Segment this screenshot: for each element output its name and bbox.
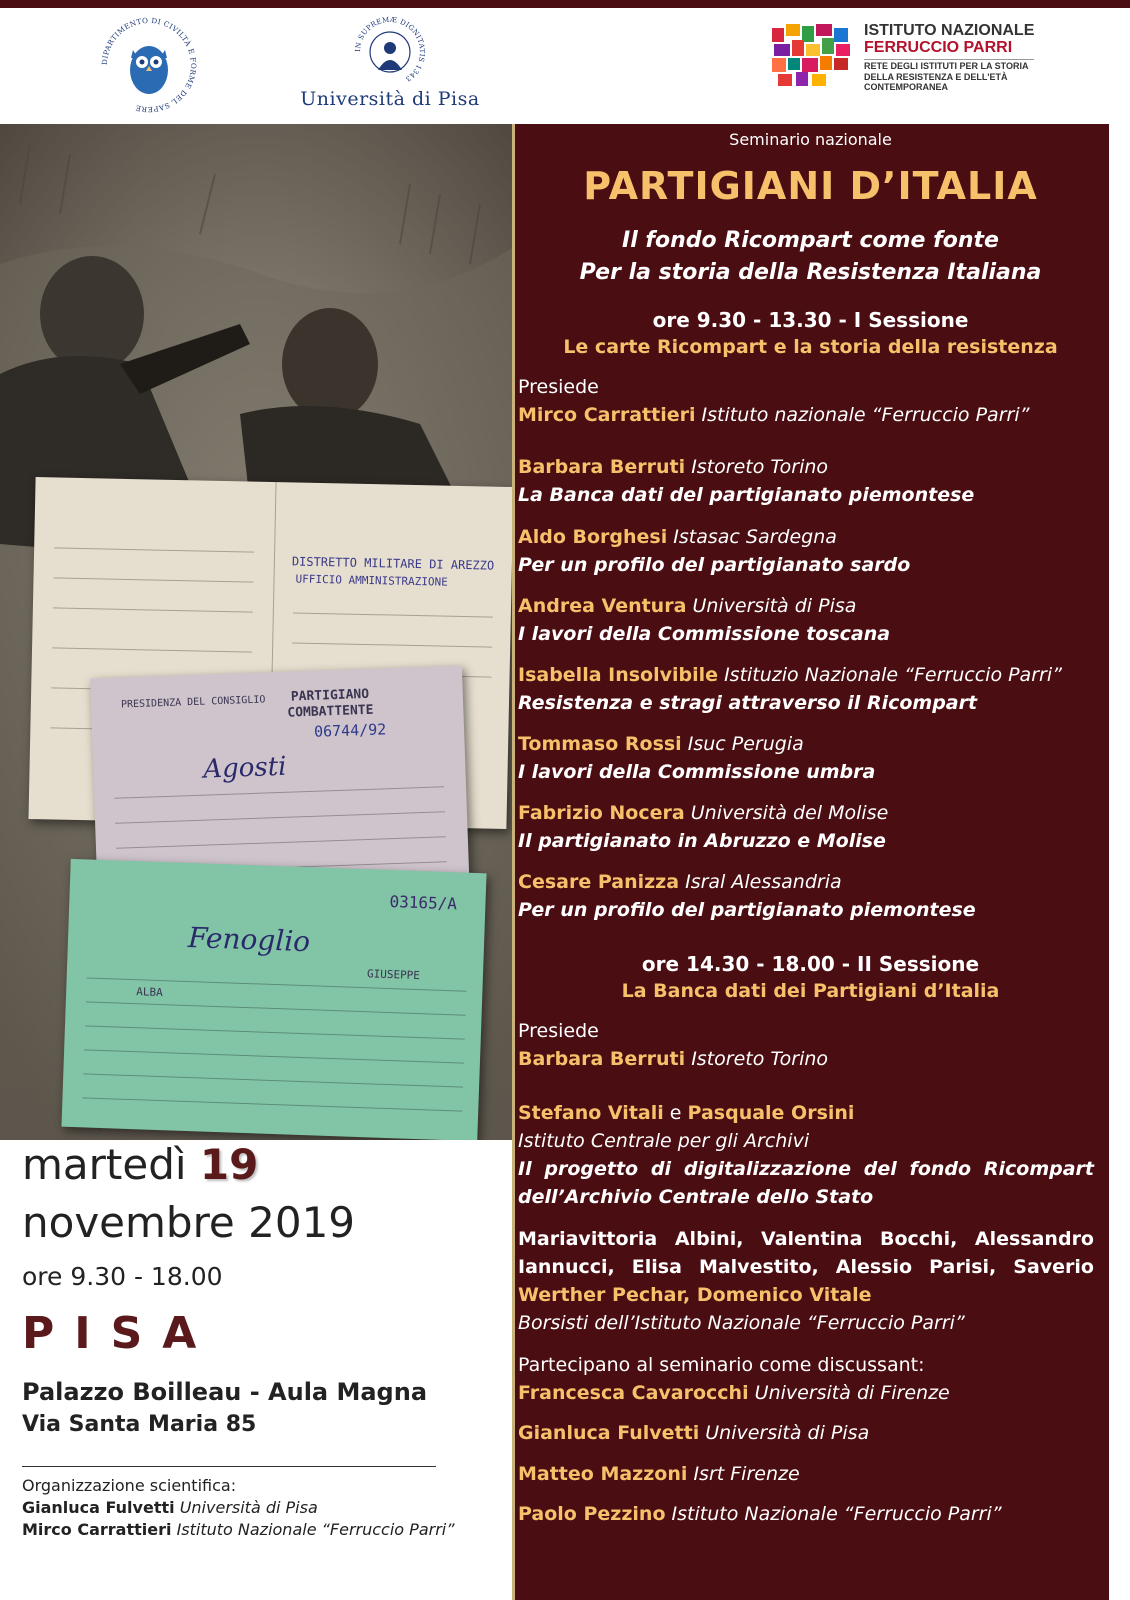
fellows-names-line1: Mariavittoria Albini, Valentina Bocchi, Alessandro (518, 1228, 1094, 1250)
session2-title: La Banca dati dei Partigiani d’Italia (621, 980, 1000, 1002)
speaker-affiliation: Università di Pisa (692, 595, 857, 617)
organization-divider (22, 1466, 436, 1467)
talk-speaker (518, 664, 1062, 686)
seminar-subtitle-1: Il fondo Ricompart come fonte (622, 228, 999, 253)
event-month-year: novembre 2019 (22, 1198, 356, 1247)
speaker-name: Mirco Carrattieri (518, 404, 696, 426)
fellows-names-line2: Iannucci, Elisa Malvestito, Alessio Parisi, Saverio (518, 1256, 1094, 1278)
session2-chair-label: Presiede (518, 1020, 599, 1042)
talk-speaker (518, 871, 842, 893)
organizer-row (22, 1520, 455, 1539)
top-strip (0, 0, 1130, 8)
discussants-label: Partecipano al seminario come discussant: (518, 1354, 925, 1376)
parri-mosaic-icon (770, 22, 856, 90)
speaker-name: Pasquale Orsini (687, 1102, 855, 1124)
parri-name-line1: ISTITUTO NAZIONALE (864, 22, 1035, 39)
doc3-firstname: GIUSEPPE (366, 967, 421, 983)
speaker-name: Stefano Vitali (518, 1102, 664, 1124)
event-day-number: 19 (199, 1140, 259, 1189)
speaker-name: Barbara Berruti (518, 1048, 686, 1070)
department-logo (98, 14, 200, 116)
talk-title: La Banca dati del partigianato piemontese (518, 484, 975, 506)
speaker-name: Aldo Borghesi (518, 526, 668, 548)
parri-logo (770, 20, 1060, 100)
talk-title-line2: dell’Archivio Centrale dello Stato (518, 1186, 874, 1208)
session2-chair (518, 1048, 828, 1070)
organizer-affiliation: Istituto Nazionale “Ferruccio Parri” (176, 1520, 455, 1539)
session1-chair (518, 404, 1029, 426)
event-city: PISA (22, 1308, 217, 1359)
seminar-subtitle-2: Per la storia della Resistenza Italiana (579, 260, 1042, 285)
speaker-name: Gianluca Fulvetti (518, 1422, 700, 1444)
talk-title: Per un profilo del partigianato piemontese (518, 899, 976, 921)
speaker-name: Francesca Cavarocchi (518, 1382, 749, 1404)
session2-time: ore 14.30 - 18.00 - II Sessione (641, 952, 980, 976)
speaker-affiliation: Istituto Nazionale “Ferruccio Parri” (671, 1503, 1002, 1525)
speaker-affiliation: Istituzio Nazionale “Ferruccio Parri” (724, 664, 1062, 686)
owl-icon (130, 46, 168, 94)
speaker-name: Isabella Insolvibile (518, 664, 719, 686)
event-weekday: martedì (22, 1140, 187, 1189)
event-address: Via Santa Maria 85 (22, 1412, 257, 1437)
session1-chair-label: Presiede (518, 376, 599, 398)
discussant (518, 1382, 950, 1404)
parri-divider (864, 59, 1034, 60)
organizer-name: Gianluca Fulvetti (22, 1498, 175, 1517)
doc2-header: PRESIDENZA DEL CONSIGLIO (120, 694, 266, 711)
talk-title: I lavori della Commissione umbra (518, 761, 876, 783)
doc2-number: 06744/92 (313, 720, 387, 741)
speaker-name: Matteo Mazzoni (518, 1463, 688, 1485)
talk-title-line1: Il progetto di digitalizzazione del fondo Ricompart (518, 1158, 1094, 1180)
event-hours: ore 9.30 - 18.00 (22, 1262, 223, 1291)
green-register-document (61, 859, 486, 1140)
fellows-names-line3: Werther Pechar, Domenico Vitale (518, 1284, 872, 1306)
doc3-town: ALBA (135, 985, 163, 1000)
speaker-affiliation: Isuc Perugia (687, 733, 804, 755)
parri-tagline: RETE DEGLI ISTITUTI PER LA STORIA DELLA RESISTENZA E DELL'ETÀ CONTEMPORANEA (864, 61, 1029, 92)
talk-speaker (518, 456, 828, 478)
seminar-kind: Seminario nazionale (729, 130, 892, 149)
talk-speaker (518, 733, 804, 755)
organizer-name: Mirco Carrattieri (22, 1520, 172, 1539)
speaker-affiliation: Isrt Firenze (693, 1463, 800, 1485)
speaker-affiliation: Università di Pisa (705, 1422, 870, 1444)
discussant (518, 1463, 800, 1485)
talk-speaker (518, 526, 837, 548)
doc3-number: 03165/A (389, 891, 458, 914)
discussant (518, 1422, 869, 1444)
event-venue: Palazzo Boilleau - Aula Magna (22, 1378, 428, 1406)
doc3-surname: Fenoglio (187, 920, 311, 959)
partisan-photo-collage (0, 124, 518, 1140)
speaker-name: Barbara Berruti (518, 456, 686, 478)
discussant (518, 1503, 1002, 1525)
madonna-seal-icon (370, 32, 410, 72)
university-logo (300, 14, 480, 114)
speaker-name: Paolo Pezzino (518, 1503, 666, 1525)
organization-heading: Organizzazione scientifica: (22, 1476, 237, 1495)
dept-logo-text: DIPARTIMENTO DI CIVILTÀ E FORME DEL SAPERE (99, 15, 199, 115)
speaker-affiliation: Università di Firenze (754, 1382, 950, 1404)
speaker-affiliation: Isral Alessandria (685, 871, 842, 893)
session1-time: ore 9.30 - 13.30 - I Sessione (652, 308, 969, 332)
seminar-title: PARTIGIANI D’ITALIA (583, 164, 1038, 208)
talk-affiliation: Istituto Centrale per gli Archivi (518, 1130, 810, 1152)
talk-speaker (518, 595, 856, 617)
speaker-name: Tommaso Rossi (518, 733, 682, 755)
speaker-affiliation: Università del Molise (690, 802, 889, 824)
speaker-affiliation: Istituto nazionale “Ferruccio Parri” (701, 404, 1030, 426)
organizer-row (22, 1498, 318, 1517)
fellows-affiliation: Borsisti dell’Istituto Nazionale “Ferruccio Parri” (518, 1312, 965, 1334)
speaker-conjunction: e (669, 1102, 682, 1124)
speaker-affiliation: Istoreto Torino (691, 456, 829, 478)
university-seal-text: IN SUPREMÆ DIGNITATIS 1343 (353, 15, 427, 83)
event-date-line1 (22, 1140, 258, 1189)
talk-title: Resistenza e stragi attraverso il Ricompart (518, 692, 978, 714)
parri-name-line2: FERRUCCIO PARRI (864, 39, 1013, 56)
university-name: Università di Pisa (300, 88, 480, 110)
talk-title: I lavori della Commissione toscana (518, 623, 891, 645)
session1-title: Le carte Ricompart e la storia della resistenza (563, 336, 1058, 358)
doc1-stamp-line2: UFFICIO AMMINISTRAZIONE (295, 572, 448, 589)
doc2-stamp-line1: PARTIGIANO (290, 686, 370, 705)
talk-speakers (518, 1102, 854, 1124)
doc1-stamp-line1: DISTRETTO MILITARE DI AREZZO (291, 554, 495, 573)
speaker-affiliation: Istasac Sardegna (673, 526, 837, 548)
talk-title: Per un profilo del partigianato sardo (518, 554, 911, 576)
speaker-affiliation: Istoreto Torino (691, 1048, 829, 1070)
speaker-name: Cesare Panizza (518, 871, 680, 893)
doc2-stamp-line2: COMBATTENTE (287, 702, 374, 721)
talk-speaker (518, 802, 888, 824)
speaker-name: Fabrizio Nocera (518, 802, 685, 824)
organizer-affiliation: Università di Pisa (179, 1498, 318, 1517)
doc2-surname: Agosti (202, 751, 287, 785)
talk-title: Il partigianato in Abruzzo e Molise (518, 830, 886, 852)
speaker-name: Andrea Ventura (518, 595, 687, 617)
